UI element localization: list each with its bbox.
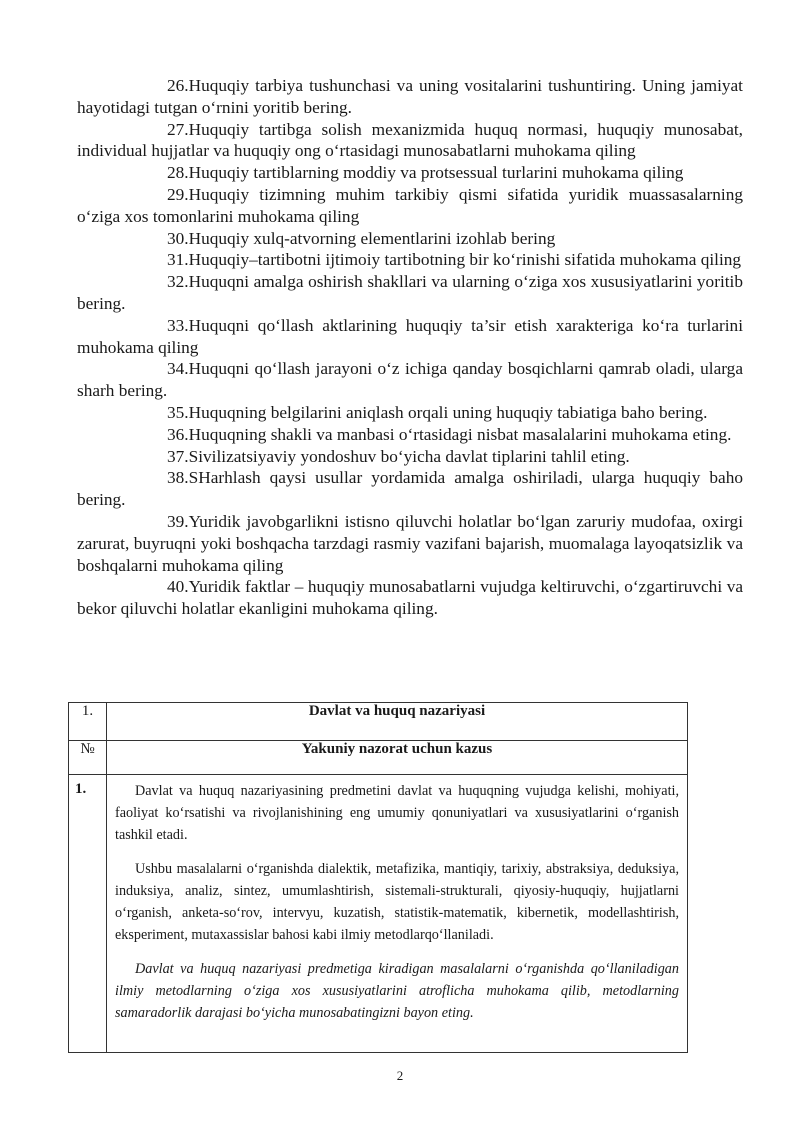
question-number: 26. xyxy=(167,76,189,95)
question-item xyxy=(77,511,743,576)
question-number: 29. xyxy=(167,184,189,204)
question-item xyxy=(77,424,743,446)
header-number: 1. xyxy=(69,703,107,741)
question-item xyxy=(77,467,743,511)
question-item xyxy=(77,228,743,250)
question-number: 38. xyxy=(167,468,189,488)
case-task: Davlat va huquq nazariyasi predmetiga kiradigan masalalarni o‘rganishda qo‘llaniladigan ilmiy metodlarning o‘ziga xos xususiyatlarini atroflicha muhokama qilib, metodlarning samaradorlik darajasi bo‘yicha munosabatingizni bayon eting. xyxy=(115,961,679,1021)
page-number: 2 xyxy=(396,1068,404,1083)
question-item xyxy=(77,315,743,359)
question-number: 27. xyxy=(167,119,189,139)
question-item xyxy=(77,358,743,402)
question-item xyxy=(77,75,743,119)
question-list xyxy=(77,75,743,620)
question-text: Yuridik faktlar – huquqiy munosabatlarni vujudga keltiruvchi, o‘zgartiruvchi va bekor qiluvchi holatlar ekanligini muhokama qiling. xyxy=(77,577,743,619)
question-text: Huquqiy tizimning muhim tarkibiy qismi sifatida yuridik muassasalarning o‘ziga xos tomonlarini muhokama qiling xyxy=(77,184,743,226)
row-number: 1. xyxy=(69,775,107,1053)
question-number: 30. xyxy=(167,228,189,248)
case-paragraph: Davlat va huquq nazariyasining predmetini davlat va huquqning vujudga kelishi, mohiyati, faoliyat ko‘rsatishi va rivojlanishining eng umumiy qonuniyatlari va xususiyatlarini o‘rganish tashkil etadi. xyxy=(115,783,679,843)
question-number: 36. xyxy=(167,424,189,444)
question-item xyxy=(77,119,743,163)
question-item xyxy=(77,402,743,424)
question-text: Huquqning shakli va manbasi o‘rtasidagi nisbat masalalarini muhokama eting. xyxy=(188,424,732,444)
question-number: 40. xyxy=(167,577,189,597)
question-number: 34. xyxy=(167,359,189,379)
subheader-title: Yakuniy nazorat uchun kazus xyxy=(107,741,688,775)
question-number: 33. xyxy=(167,315,189,335)
question-item xyxy=(77,249,743,271)
header-title: Davlat va huquq nazariyasi xyxy=(107,703,688,741)
question-item xyxy=(77,184,743,228)
question-number: 32. xyxy=(167,272,189,292)
question-text: Huquqiy–tartibotni ijtimoiy tartibotning bir ko‘rinishi sifatida muhokama qiling xyxy=(188,250,742,270)
question-number: 37. xyxy=(167,446,189,466)
question-number: 31. xyxy=(167,250,189,270)
table-subheader-row xyxy=(69,741,688,775)
table-header-row xyxy=(69,703,688,741)
question-text: Huquqni qo‘llash aktlarining huquqiy ta’sir etish xarakteriga ko‘ra turlarini muhokama qiling xyxy=(77,315,743,357)
subheader-number-symbol: № xyxy=(69,741,107,775)
question-text: Huquqiy xulq-atvorning elementlarini izohlab bering xyxy=(188,228,556,248)
question-item xyxy=(77,162,743,184)
question-text: Huquqiy tarbiya tushunchasi va uning vositalarini tushuntiring. Uning jamiyat hayotidagi tutgan o‘rnini yoritib bering. xyxy=(77,76,743,117)
question-text: Sivilizatsiyaviy yondoshuv bo‘yicha davlat tiplarini tahlil eting. xyxy=(188,446,630,466)
question-text: Huquqning belgilarini aniqlash orqali uning huquqiy tabiatiga baho bering. xyxy=(188,402,708,422)
question-text: Huquqni qo‘llash jarayoni o‘z ichiga qanday bosqichlarni qamrab oladi, ularga sharh bering. xyxy=(77,359,743,401)
question-number: 28. xyxy=(167,163,189,183)
table-row xyxy=(69,775,688,1053)
case-paragraph: Ushbu masalalarni o‘rganishda dialektik, metafizika, mantiqiy, tarixiy, abstraksiya, deduksiya, induksiya, analiz, sintez, umumlashtirish, sistemali-strukturali, qiyosiy-huquqiy, hujjatlarni o‘rganish, anketa-so‘rov, intervyu, kuzatish, statistik-matematik, kibernetik, modellashtirish, eksperiment, mutaxassislar bahosi kabi ilmiy metodlarqo‘llaniladi. xyxy=(115,861,679,943)
question-text: Huquqiy tartibga solish mexanizmida huquq normasi, huquqiy munosabat, individual hujjatlar va huquqiy ong o‘rtasidagi munosabatlarni muhokama qiling xyxy=(77,119,743,161)
question-text: Huquqiy tartiblarning moddiy va protsessual turlarini muhokama qiling xyxy=(188,163,684,183)
question-item xyxy=(77,271,743,315)
question-number: 35. xyxy=(167,402,189,422)
question-item xyxy=(77,446,743,468)
question-text: Huquqni amalga oshirish shakllari va ularning o‘ziga xos xususiyatlarini yoritib bering. xyxy=(77,272,743,313)
case-content xyxy=(107,775,688,1053)
question-text: Yuridik javobgarlikni istisno qiluvchi holatlar bo‘lgan zaruriy mudofaa, oxirgi zarurat, buyruqni yoki boshqacha tarzdagi rasmiy vazifani bajarish, muomalaga layoqatsizlik va boshqalarni muhokama qiling xyxy=(77,511,743,575)
question-text: SHarhlash qaysi usullar yordamida amalga oshiriladi, ularga huquqiy baho bering. xyxy=(77,468,743,510)
question-item xyxy=(77,576,743,620)
question-number: 39. xyxy=(167,511,189,531)
case-table xyxy=(68,702,688,1053)
